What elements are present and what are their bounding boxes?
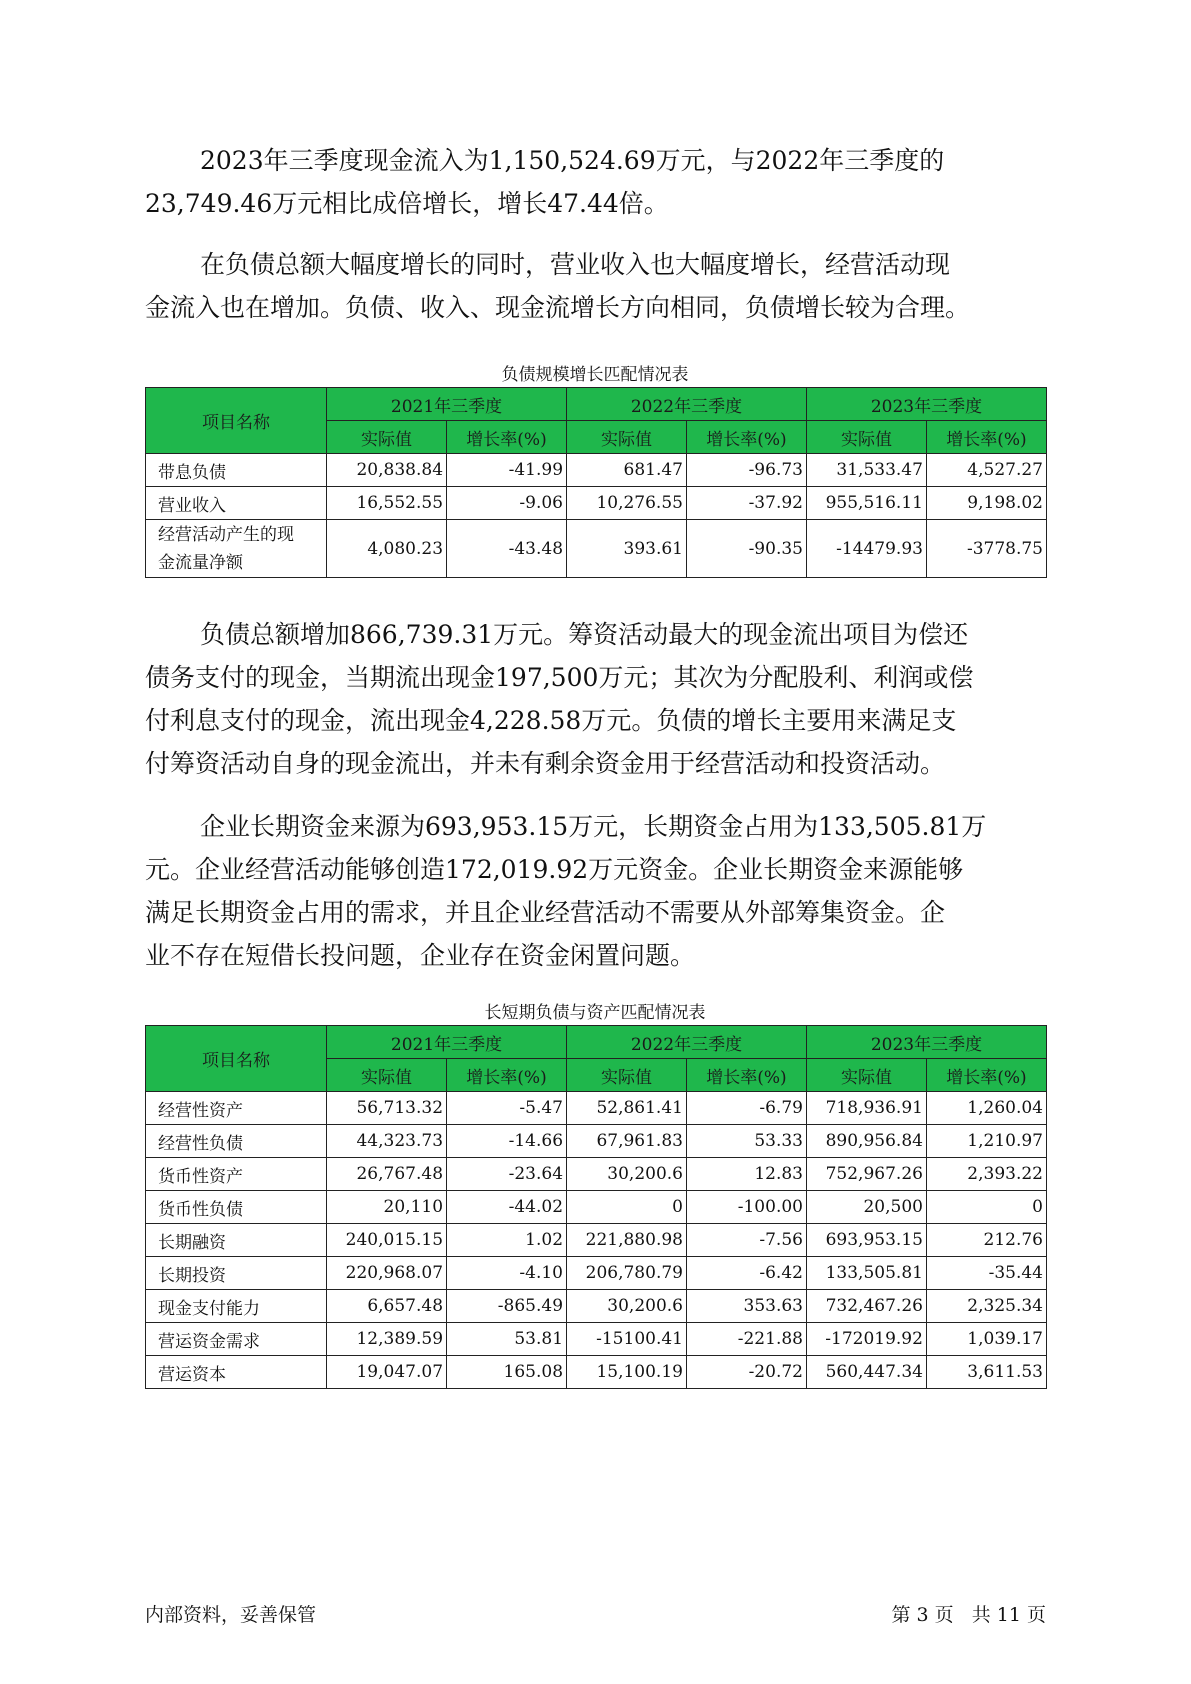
cell: 133,505.81	[806, 1257, 926, 1290]
cell: -96.73	[686, 454, 806, 487]
header-item-name: 项目名称	[146, 1026, 327, 1092]
cell: 353.63	[686, 1290, 806, 1323]
cell: 681.47	[567, 454, 687, 487]
cell: -4.10	[447, 1257, 567, 1290]
cell: -14479.93	[806, 520, 926, 578]
header-actual: 实际值	[567, 1059, 687, 1092]
header-period-2022: 2022年三季度	[567, 388, 807, 421]
paragraph-line: 付筹资活动自身的现金流出，并未有剩余资金用于经营活动和投资活动。	[145, 749, 946, 778]
cell: -221.88	[686, 1323, 806, 1356]
paragraph-line: 金流入也在增加。负债、收入、现金流增长方向相同，负债增长较为合理。	[145, 293, 971, 322]
cell: -41.99	[447, 454, 567, 487]
row-label: 经营性资产	[146, 1092, 327, 1125]
cell: 220,968.07	[327, 1257, 447, 1290]
paragraph-line: 债务支付的现金，当期流出现金197,500万元；其次为分配股利、利润或偿	[145, 663, 974, 692]
header-growth: 增长率(%)	[926, 1059, 1046, 1092]
cell: -23.64	[447, 1158, 567, 1191]
paragraph-line: 23,749.46万元相比成倍增长，增长47.44倍。	[145, 189, 669, 218]
paragraph-line: 元。企业经营活动能够创造172,019.92万元资金。企业长期资金来源能够	[145, 855, 964, 884]
cell: -100.00	[686, 1191, 806, 1224]
cell: 560,447.34	[806, 1356, 926, 1389]
cell: 752,967.26	[806, 1158, 926, 1191]
cell: -3778.75	[926, 520, 1046, 578]
table-row	[146, 1257, 1047, 1290]
cell: -6.79	[686, 1092, 806, 1125]
cell: 0	[567, 1191, 687, 1224]
cell: 26,767.48	[327, 1158, 447, 1191]
table-row	[146, 1092, 1047, 1125]
paragraph-line: 付利息支付的现金，流出现金4,228.58万元。负债的增长主要用来满足支	[145, 706, 957, 735]
cell: 221,880.98	[567, 1224, 687, 1257]
cell: 10,276.55	[567, 487, 687, 520]
row-label	[146, 520, 327, 578]
cell: 31,533.47	[806, 454, 926, 487]
cell: 15,100.19	[567, 1356, 687, 1389]
header-growth: 增长率(%)	[447, 1059, 567, 1092]
row-label: 长期投资	[146, 1257, 327, 1290]
cell: 52,861.41	[567, 1092, 687, 1125]
cell: 718,936.91	[806, 1092, 926, 1125]
paragraph-line: 在负债总额大幅度增长的同时，营业收入也大幅度增长，经营活动现	[200, 250, 951, 279]
header-actual: 实际值	[806, 421, 926, 454]
cell: 12.83	[686, 1158, 806, 1191]
table-row	[146, 1191, 1047, 1224]
cell: 2,325.34	[926, 1290, 1046, 1323]
header-period-2021: 2021年三季度	[327, 388, 567, 421]
row-label: 现金支付能力	[146, 1290, 327, 1323]
cell: 20,838.84	[327, 454, 447, 487]
header-growth: 增长率(%)	[447, 421, 567, 454]
cell: -14.66	[447, 1125, 567, 1158]
header-actual: 实际值	[806, 1059, 926, 1092]
cell: -37.92	[686, 487, 806, 520]
table2-long-short-term-matching	[145, 1025, 1047, 1389]
cell: -7.56	[686, 1224, 806, 1257]
cell: 67,961.83	[567, 1125, 687, 1158]
row-label: 营业收入	[146, 487, 327, 520]
row-label-line: 经营活动产生的现	[158, 524, 294, 545]
row-label: 营运资本	[146, 1356, 327, 1389]
header-actual: 实际值	[567, 421, 687, 454]
table1-caption: 负债规模增长匹配情况表	[501, 365, 689, 385]
cell: -9.06	[447, 487, 567, 520]
table1-debt-scale-growth	[145, 387, 1047, 578]
cell: -44.02	[447, 1191, 567, 1224]
paragraph-line: 负债总额增加866,739.31万元。筹资活动最大的现金流出项目为偿还	[200, 620, 969, 649]
paragraph-line: 企业长期资金来源为693,953.15万元，长期资金占用为133,505.81万	[200, 812, 987, 841]
cell: 53.33	[686, 1125, 806, 1158]
row-label: 经营性负债	[146, 1125, 327, 1158]
paragraph-1	[145, 139, 1045, 225]
table-row	[146, 454, 1047, 487]
header-item-name: 项目名称	[146, 388, 327, 454]
cell: 0	[926, 1191, 1046, 1224]
footer-left: 内部资料，妥善保管	[145, 1604, 317, 1626]
paragraph-4	[145, 805, 1045, 977]
cell: 6,657.48	[327, 1290, 447, 1323]
cell: -15100.41	[567, 1323, 687, 1356]
cell: -90.35	[686, 520, 806, 578]
cell: 732,467.26	[806, 1290, 926, 1323]
header-actual: 实际值	[327, 1059, 447, 1092]
paragraph-line: 2023年三季度现金流入为1,150,524.69万元，与2022年三季度的	[200, 146, 945, 175]
footer-page-number: 第 3 页 共 11 页	[891, 1604, 1046, 1626]
paragraph-2	[145, 243, 1045, 329]
header-period-2023: 2023年三季度	[806, 1026, 1046, 1059]
cell: 2,393.22	[926, 1158, 1046, 1191]
paragraph-line: 业不存在短借长投问题，企业存在资金闲置问题。	[145, 941, 696, 970]
table-row	[146, 1290, 1047, 1323]
cell: 206,780.79	[567, 1257, 687, 1290]
cell: 56,713.32	[327, 1092, 447, 1125]
cell: 20,110	[327, 1191, 447, 1224]
paragraph-3	[145, 613, 1045, 785]
cell: 12,389.59	[327, 1323, 447, 1356]
header-period-2022: 2022年三季度	[567, 1026, 807, 1059]
cell: -865.49	[447, 1290, 567, 1323]
cell: -20.72	[686, 1356, 806, 1389]
cell: 393.61	[567, 520, 687, 578]
header-actual: 实际值	[327, 421, 447, 454]
table-row	[146, 487, 1047, 520]
header-period-2021: 2021年三季度	[327, 1026, 567, 1059]
table-row	[146, 520, 1047, 578]
row-label: 货币性负债	[146, 1191, 327, 1224]
cell: 30,200.6	[567, 1158, 687, 1191]
row-label: 长期融资	[146, 1224, 327, 1257]
header-growth: 增长率(%)	[686, 1059, 806, 1092]
cell: 53.81	[447, 1323, 567, 1356]
header-period-2023: 2023年三季度	[806, 388, 1046, 421]
cell: -5.47	[447, 1092, 567, 1125]
cell: 20,500	[806, 1191, 926, 1224]
cell: 9,198.02	[926, 487, 1046, 520]
cell: 955,516.11	[806, 487, 926, 520]
cell: 19,047.07	[327, 1356, 447, 1389]
table-row	[146, 1356, 1047, 1389]
table-row	[146, 1125, 1047, 1158]
row-label-line: 金流量净额	[158, 552, 243, 573]
table-row	[146, 1224, 1047, 1257]
cell: 165.08	[447, 1356, 567, 1389]
cell: 16,552.55	[327, 487, 447, 520]
row-label: 货币性资产	[146, 1158, 327, 1191]
cell: -6.42	[686, 1257, 806, 1290]
header-growth: 增长率(%)	[926, 421, 1046, 454]
cell: 890,956.84	[806, 1125, 926, 1158]
cell: 1,260.04	[926, 1092, 1046, 1125]
table-row	[146, 1323, 1047, 1356]
header-growth: 增长率(%)	[686, 421, 806, 454]
cell: 4,080.23	[327, 520, 447, 578]
table2-body	[146, 1092, 1047, 1389]
cell: 30,200.6	[567, 1290, 687, 1323]
row-label: 带息负债	[146, 454, 327, 487]
cell: 212.76	[926, 1224, 1046, 1257]
table2-caption: 长短期负债与资产匹配情况表	[484, 1003, 706, 1023]
cell: -35.44	[926, 1257, 1046, 1290]
paragraph-line: 满足长期资金占用的需求，并且企业经营活动不需要从外部筹集资金。企	[145, 898, 946, 927]
table-row	[146, 1158, 1047, 1191]
cell: 3,611.53	[926, 1356, 1046, 1389]
cell: 1,210.97	[926, 1125, 1046, 1158]
cell: 240,015.15	[327, 1224, 447, 1257]
cell: 1.02	[447, 1224, 567, 1257]
row-label: 营运资金需求	[146, 1323, 327, 1356]
cell: 44,323.73	[327, 1125, 447, 1158]
cell: -172019.92	[806, 1323, 926, 1356]
cell: -43.48	[447, 520, 567, 578]
cell: 1,039.17	[926, 1323, 1046, 1356]
cell: 4,527.27	[926, 454, 1046, 487]
cell: 693,953.15	[806, 1224, 926, 1257]
